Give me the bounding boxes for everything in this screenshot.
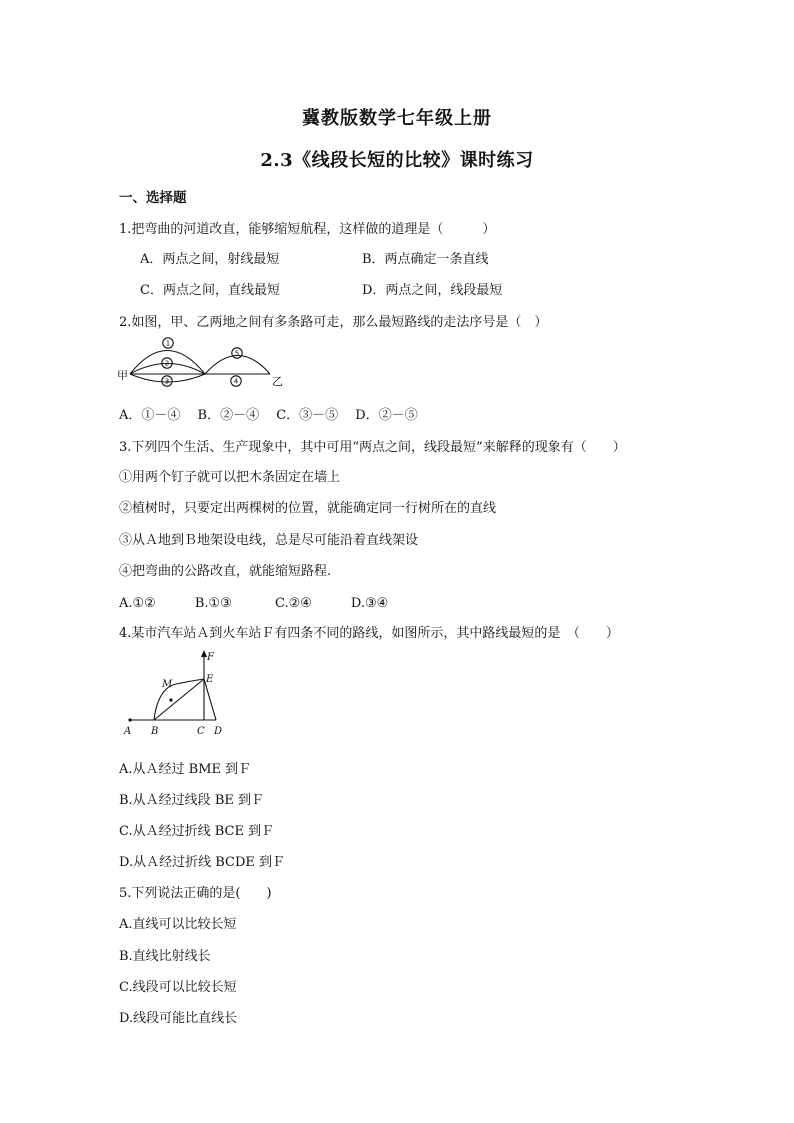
document-subtitle: 2.3《线段长短的比较》课时练习	[260, 150, 534, 171]
label-b: B	[151, 726, 159, 737]
q1-option-d: D．两点之间，线段最短	[362, 283, 503, 298]
q1-option-b: B．两点确定一条直线	[362, 252, 489, 267]
label-e: E	[206, 674, 214, 685]
q5-stem: 5.下列说法正确的是( )	[119, 886, 272, 901]
label-a: A	[124, 726, 132, 737]
label-c: C	[197, 726, 205, 737]
label-m: M	[162, 679, 173, 690]
q3-statement-2: ②植树时，只要定出两棵树的位置，就能确定同一行树所在的直线	[119, 501, 497, 516]
q4-option-d: D.从Ａ经过折线 BCDE 到Ｆ	[119, 855, 286, 870]
route-3-digit: 3	[164, 377, 170, 386]
q5-option-c: C.线段可以比较长短	[119, 980, 237, 995]
route-5-digit: 5	[234, 349, 240, 358]
q3-stem: 3.下列四个生活、生产现象中，其中可用“两点之间，线段最短”来解释的现象有（ ）	[119, 440, 626, 455]
q5-option-d: D.线段可能比直线长	[119, 1011, 238, 1026]
document-title: 冀教版数学七年级上册	[302, 108, 492, 129]
start-label-jia: 甲	[117, 369, 128, 382]
route-1-digit: 1	[165, 339, 171, 348]
route-2-digit: 2	[164, 359, 170, 368]
label-d: D	[214, 726, 223, 737]
segment-e-to-d	[204, 679, 216, 720]
q2-options: A．①－④ B．②－④ C．③－⑤ D．②－⑤	[119, 408, 418, 423]
q4-option-b: B.从Ａ经过线段 BE 到Ｆ	[119, 793, 264, 808]
q4-option-a: A.从Ａ经过 BME 到Ｆ	[119, 762, 252, 777]
q3-statement-1: ①用两个钉子就可以把木条固定在墙上	[119, 470, 341, 485]
q1-stem: 1.把弯曲的河道改直，能够缩短航程，这样做的道理是（ ）	[119, 222, 496, 237]
route-4-digit: 4	[233, 377, 239, 386]
q4-option-c: C.从Ａ经过折线 BCE 到Ｆ	[119, 824, 275, 839]
q4-route-figure	[118, 648, 234, 738]
q1-option-a: A．两点之间，射线最短	[140, 252, 280, 267]
interior-dot	[169, 698, 172, 701]
q5-option-a: A.直线可以比较长短	[119, 917, 237, 932]
q2-route-figure	[116, 333, 288, 391]
q4-stem: 4.某市汽车站Ａ到火车站Ｆ有四条不同的路线，如图所示，其中路线最短的是 （ ）	[119, 626, 619, 641]
point-a-dot	[128, 718, 131, 721]
q3-options: A.①② B.①③ C.②④ D.③④	[119, 596, 389, 611]
q1-option-c: C．两点之间，直线最短	[140, 283, 280, 298]
end-label-yi: 乙	[272, 375, 283, 388]
q3-statement-4: ④把弯曲的公路改直，就能缩短路程.	[119, 564, 332, 579]
section-heading: 一、选择题	[119, 190, 187, 206]
label-f: F	[207, 652, 214, 663]
q2-stem: 2.如图，甲、乙两地之间有多条路可走，那么最短路线的走法序号是（ ）	[119, 315, 548, 330]
q3-statement-3: ③从Ａ地到Ｂ地架设电线，总是尽可能沿着直线架设	[119, 533, 419, 548]
q5-option-b: B.直线比射线长	[119, 949, 211, 964]
